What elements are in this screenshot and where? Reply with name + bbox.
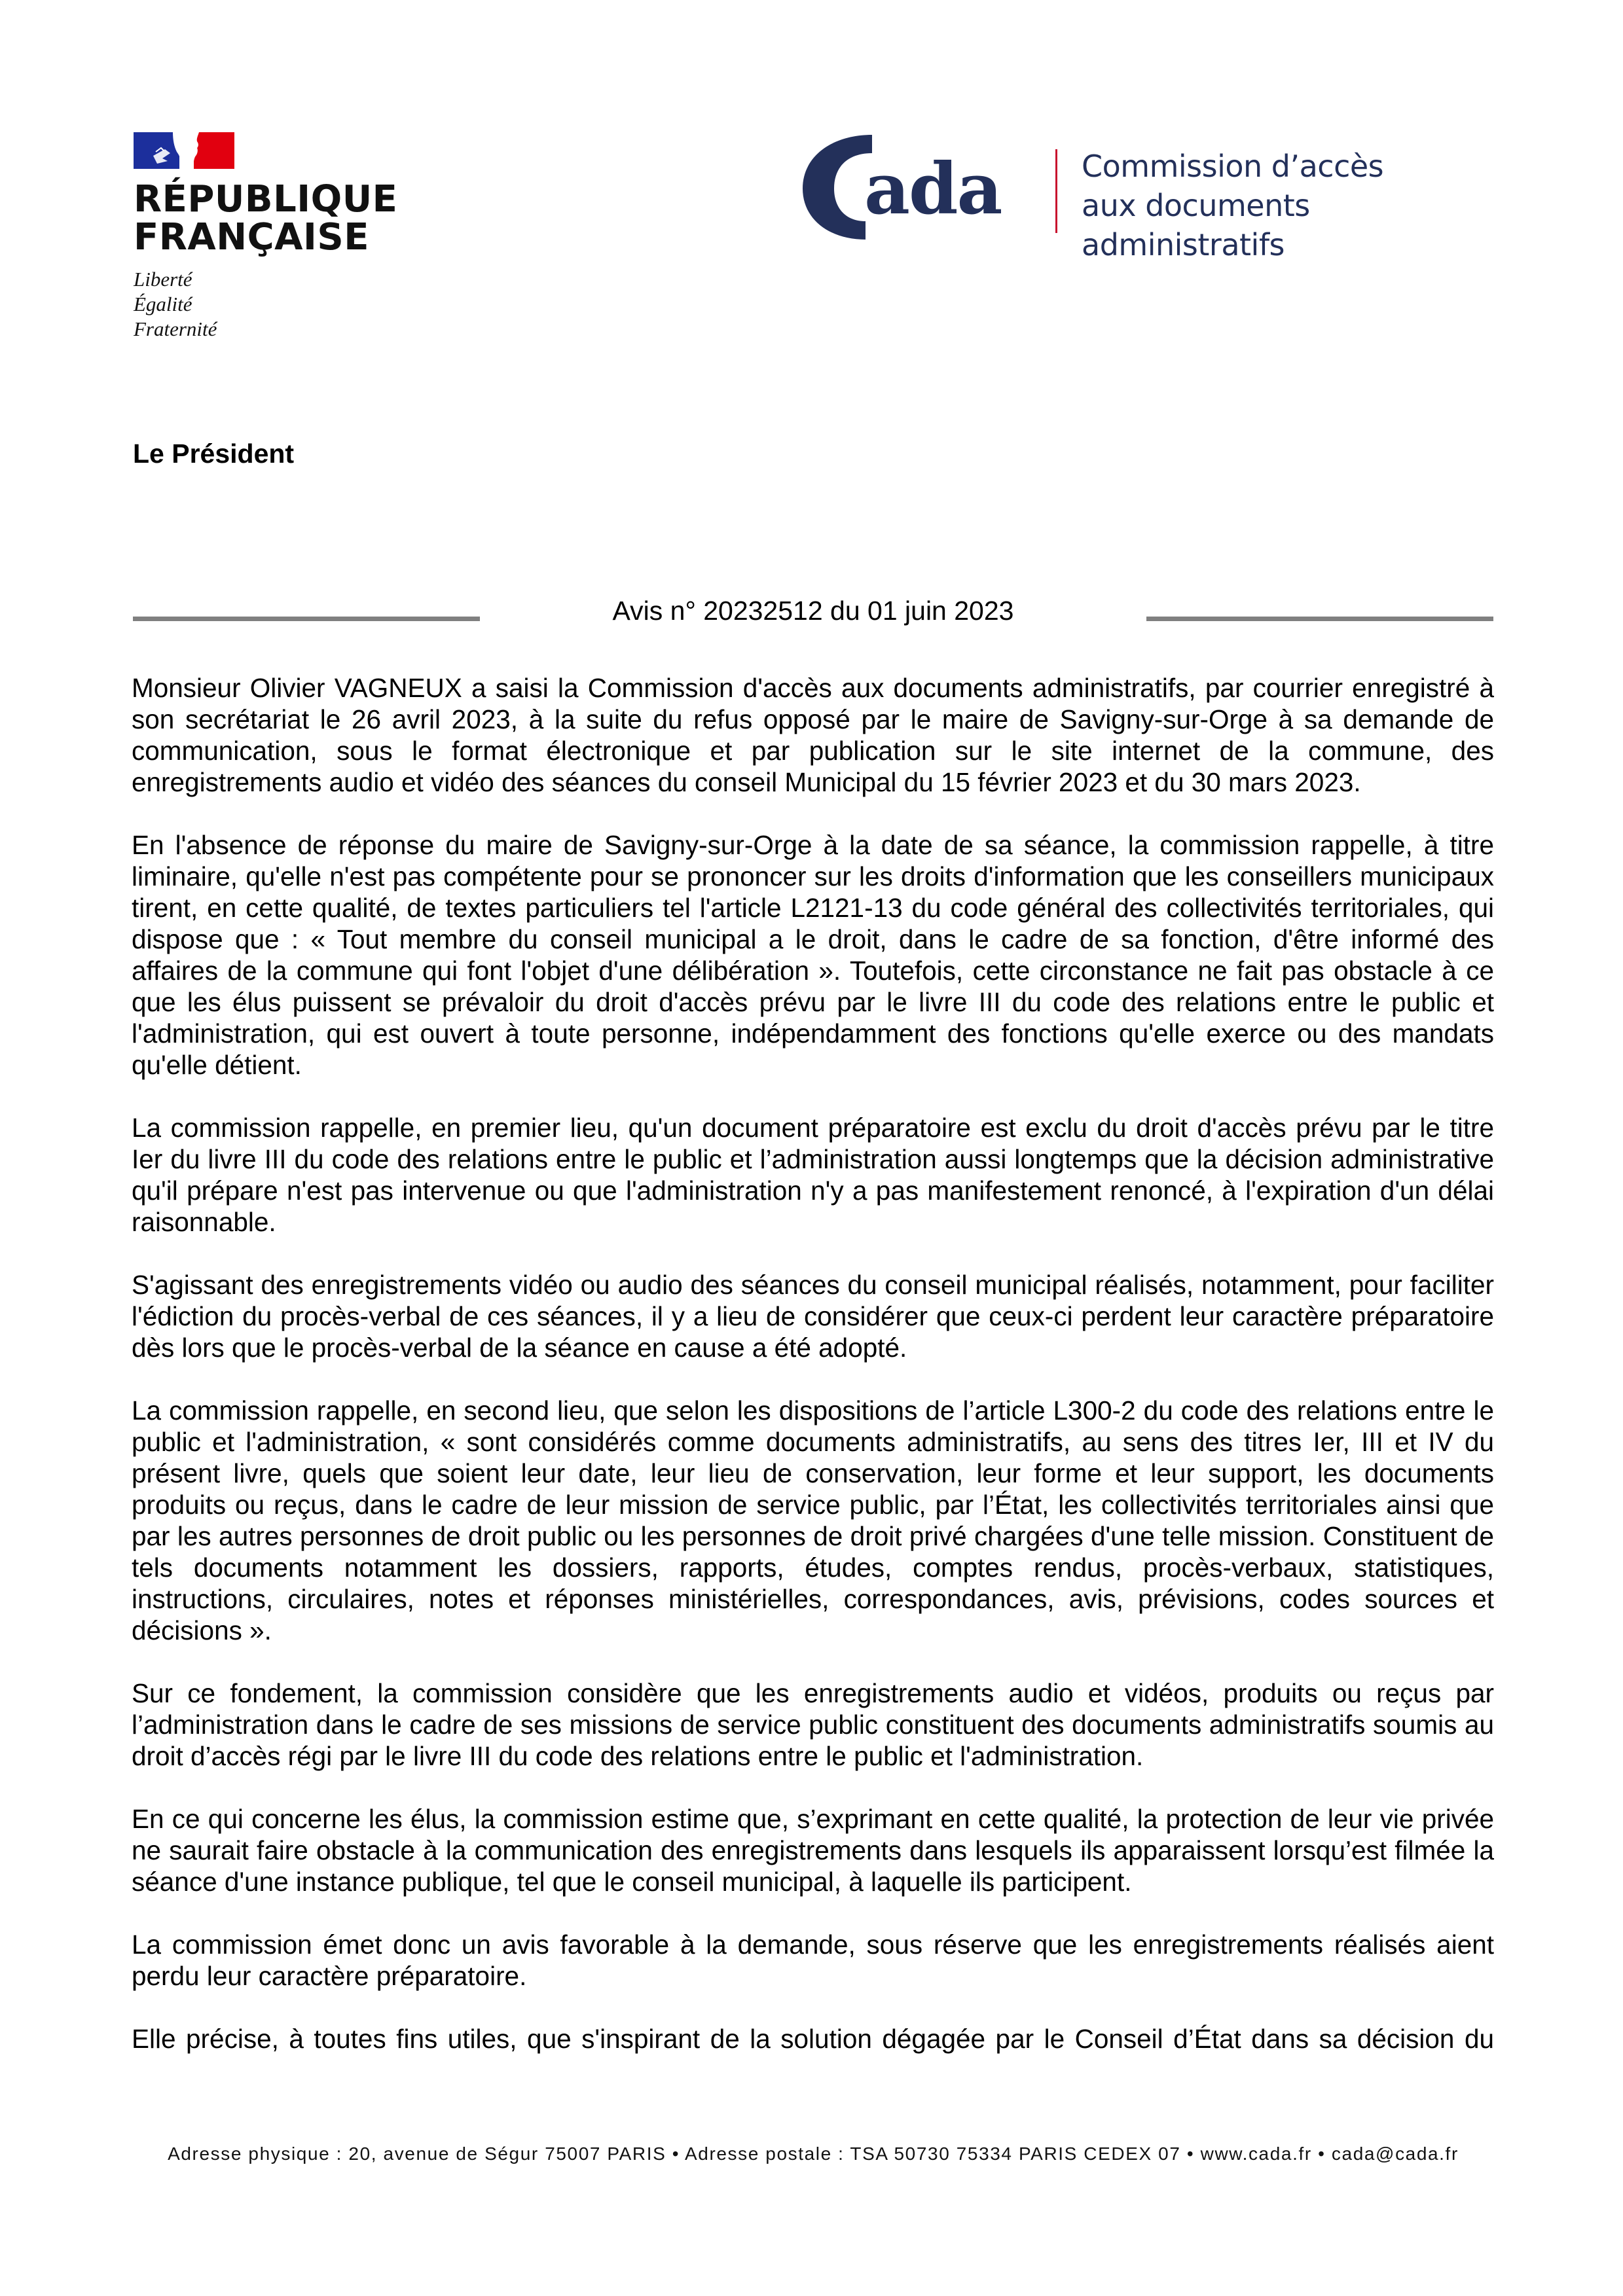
motto-liberte: Liberté: [134, 268, 192, 291]
paragraph-enregistrements: S'agissant des enregistrements vidéo ou audio des séances du conseil municipal réalisés, notamment, pour faciliter l'édiction du procès-verbal de ces séances, il y a lieu de considérer que ceux-ci perdent leur caractère préparatoire dès lors que le procès-verbal de la séance en cause a été adopté.: [132, 1270, 1494, 1363]
footer-address: Adresse physique : 20, avenue de Ségur 75007 PARIS • Adresse postale : TSA 50730 75334 PARIS CEDEX 07 • www.cada.fr • cada@cada.fr: [168, 2144, 1459, 2164]
paragraph-liminaire: En l'absence de réponse du maire de Savigny-sur-Orge à la date de sa séance, la commission rappelle, à titre liminaire, qu'elle n'est pas compétente pour se prononcer sur les droits d'information que les conseillers municipaux tirent, en cette qualité, de textes particuliers tel l'article L2121-13 du code général des collectivités territoriales, qui dispose que : « Tout membre du conseil municipal a le droit, dans le cadre de sa fonction, d'être informé des affaires de la commune qui font l'objet d'une délibération ». Toutefois, cette circonstance ne fait pas obstacle à ce que les élus puissent se prévaloir du droit d'accès prévu par le livre III du code des relations entre le public et l'administration, qui est ouvert à toute personne, indépendamment des fonctions qu'elle exerce ou des mandats qu'elle détient.: [132, 830, 1494, 1080]
motto-egalite: Égalité: [134, 293, 192, 315]
rf-motto: [134, 267, 382, 342]
republique-francaise-logo: [134, 132, 398, 342]
heading-rule-right: [1146, 617, 1493, 621]
cada-name-line2: aux documents administratifs: [1082, 188, 1310, 262]
paragraph-saisine: Monsieur Olivier VAGNEUX a saisi la Commission d'accès aux documents administratifs, par courrier enregistré à son secrétariat le 26 avril 2023, à la suite du refus opposé par le maire de Savigny-sur-Orge à sa demande de communication, sous le format électronique et par publication sur le site internet de la commune, des enregistrements audio et vidéo des séances du conseil Municipal du 15 février 2023 et du 30 mars 2023.: [132, 673, 1494, 797]
paragraph-article-l300-2: La commission rappelle, en second lieu, que selon les dispositions de l’article L300-2 du code des relations entre le public et l'administration, « sont considérés comme documents administratifs, au sens des titres Ier, III et IV du présent livre, quels que soient leur date, leur lieu de conservation, leur forme et leur support, les documents produits ou reçus, dans le cadre de leur mission de service public, par l’État, les collectivités territoriales ainsi que par les autres personnes de droit public ou les personnes de droit privé chargées d'une telle mission. Constituent de tels documents notamment les dossiers, rapports, études, comptes rendus, procès-verbaux, statistiques, instructions, circulaires, notes et réponses ministérielles, correspondances, avis, prévisions, codes sources et décisions ».: [132, 1395, 1494, 1645]
motto-fraternite: Fraternité: [134, 317, 217, 340]
rf-title-line1: RÉPUBLIQUE: [134, 178, 398, 221]
sender-title: Le Président: [133, 439, 295, 469]
paragraph-fondement: Sur ce fondement, la commission considère que les enregistrements audio et vidéos, produits ou reçus par l’administration dans le cadre de ses missions de service public constituent des documents administratifs soumis au droit d’accès régi par le livre III du code des relations entre le public et l'administration.: [132, 1678, 1494, 1771]
cada-logo: [793, 130, 1504, 262]
avis-heading: [133, 596, 1493, 635]
republique-francaise-title: [134, 178, 398, 259]
avis-title: Avis n° 20232512 du 01 juin 2023: [612, 596, 1014, 626]
cada-separator: [1055, 149, 1057, 233]
paragraph-avis-favorable: La commission émet donc un avis favorable à la demande, sous réserve que les enregistrements réalisés aient perdu leur caractère préparatoire.: [132, 1929, 1494, 1991]
paragraph-document-preparatoire: La commission rappelle, en premier lieu, qu'un document préparatoire est exclu du droit d'accès prévu par le titre Ier du livre III du code des relations entre le public et l’administration aussi longtemps que la décision administrative qu'il prépare n'est pas intervenue ou que l'administration n'y a pas manifestement renoncé, à l'expiration d'un délai raisonnable.: [132, 1113, 1494, 1237]
cada-full-name: [1082, 147, 1504, 264]
paragraph-elus: En ce qui concerne les élus, la commission estime que, s’exprimant en cette qualité, la protection de leur vie privée ne saurait faire obstacle à la communication des enregistrements dans lesquels ils apparaissent lorsqu’est filmée la séance d'une instance publique, tel que le conseil municipal, à laquelle ils participent.: [132, 1804, 1494, 1897]
paragraph-conseil-etat: Elle précise, à toutes fins utiles, que s'inspirant de la solution dégagée par le Conseil d’État dans sa décision du: [132, 2024, 1494, 2054]
document-body: [132, 672, 1494, 2086]
svg-text:ada: ada: [864, 148, 1002, 230]
cada-name-line1: Commission d’accès: [1082, 149, 1384, 184]
cada-wordmark-icon: [793, 130, 1042, 241]
marianne-flag-icon: [134, 132, 234, 169]
rf-title-line2: FRANÇAISE: [134, 216, 369, 259]
